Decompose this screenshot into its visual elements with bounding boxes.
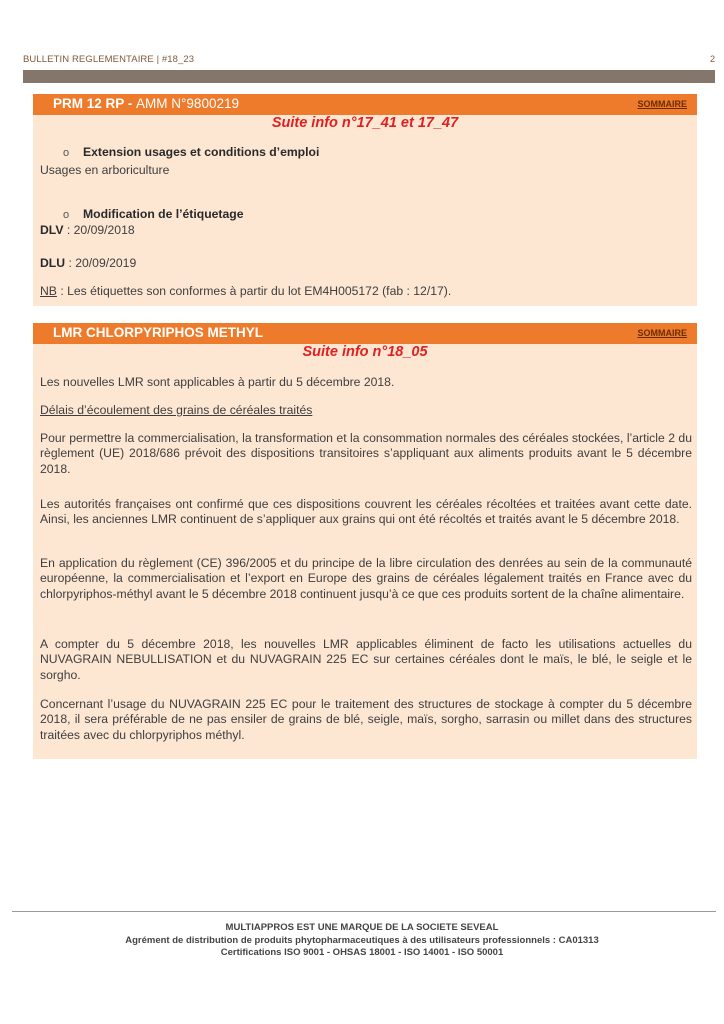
section-title-amm: AMM N°9800219 xyxy=(136,96,239,111)
bullet-label: Modification de l’étiquetage xyxy=(83,207,244,221)
sommaire-link[interactable]: SOMMAIRE xyxy=(637,328,687,338)
section-header xyxy=(33,94,697,115)
bullet-etiquetage xyxy=(63,207,243,221)
bullet-extension xyxy=(63,145,319,159)
paragraph-4: A compter du 5 décembre 2018, les nouvelles LMR applicables éliminent de facto les utilisations actuelles du NUVAGRAIN NEBULLISATION et du NUVAGRAIN 225 EC sur certaines céréales dont le maïs, le blé, le seigle et le sorgho. xyxy=(40,637,692,682)
paragraph-3: En application du règlement (CE) 396/2005 et du principe de la libre circulation des denrées au sein de la communauté européenne, la commercialisation et l’export en Europe des grains de céréales légalement traités en France avec du chlorpyriphos-méthyl avant le 5 décembre 2018 continuent jusqu’à ce que ces produits sortent de la chaîne alimentaire. xyxy=(40,556,692,601)
page-footer xyxy=(0,922,724,960)
section-prm12rp xyxy=(33,94,697,306)
section-title: LMR CHLORPYRIPHOS METHYL xyxy=(53,325,264,340)
usages-text: Usages en arboriculture xyxy=(40,163,170,177)
section-lmr-chlorpyriphos xyxy=(33,323,697,759)
paragraph-2: Les autorités françaises ont confirmé que ces dispositions couvrent les céréales récoltées et traitées avant cette date. Ainsi, les anciennes LMR continuent de s’appliquer aux grains qui ont été récoltés et traités avant le 5 décembre 2018. xyxy=(40,497,692,527)
circle-bullet-icon: o xyxy=(63,209,70,221)
dlu-label: DLU xyxy=(40,256,66,270)
page-number: 2 xyxy=(709,54,715,64)
suite-info: Suite info n°18_05 xyxy=(302,344,428,360)
nb-line xyxy=(40,284,451,298)
footer-agrement: Agrément de distribution de produits phytopharmaceutiques à des utilisateurs professionnels : CA01313 xyxy=(125,934,599,946)
subheading: Délais d’écoulement des grains de céréales traités xyxy=(40,403,313,417)
nb-label: NB xyxy=(40,284,57,298)
page-header xyxy=(23,54,715,68)
footer-divider xyxy=(12,911,716,912)
header-bar xyxy=(23,70,715,83)
section-title xyxy=(53,96,239,111)
dlv-value: : 20/09/2018 xyxy=(63,223,135,237)
suite-info: Suite info n°17_41 et 17_47 xyxy=(271,115,459,131)
footer-certifications: Certifications ISO 9001 - OHSAS 18001 - ISO 14001 - ISO 50001 xyxy=(220,947,504,958)
paragraph-1: Pour permettre la commercialisation, la transformation et la consommation normales des céréales stockées, l’article 2 du règlement (UE) 2018/686 prévoit des dispositions transitoires s’appliquant aux aliments produits avant le 5 décembre 2018. xyxy=(40,431,692,476)
paragraph-5: Concernant l’usage du NUVAGRAIN 225 EC pour le traitement des structures de stockage à compter du 5 décembre 2018, il sera préférable de ne pas ensiler de grains de blé, seigle, maïs, sorgho, sarrasin ou millet dans des structures traitées avec du chlorpyriphos méthyl. xyxy=(40,697,692,742)
sommaire-link[interactable]: SOMMAIRE xyxy=(637,99,687,109)
dlv-line xyxy=(40,223,135,237)
footer-brand: MULTIAPPROS EST UNE MARQUE DE LA SOCIETE SEVEAL xyxy=(225,922,499,933)
intro-text: Les nouvelles LMR sont applicables à partir du 5 décembre 2018. xyxy=(40,375,395,389)
section-title-product: PRM 12 RP - xyxy=(53,96,137,111)
dlv-label: DLV xyxy=(40,223,64,237)
circle-bullet-icon: o xyxy=(63,147,70,159)
dlu-value: : 20/09/2019 xyxy=(65,256,137,270)
nb-value: : Les étiquettes son conformes à partir du lot EM4H005172 (fab : 12/17). xyxy=(56,284,452,298)
bullet-label: Extension usages et conditions d’emploi xyxy=(83,145,320,159)
section-header xyxy=(33,323,697,344)
dlu-line xyxy=(40,256,136,270)
bulletin-title: BULLETIN REGLEMENTAIRE | #18_23 xyxy=(23,54,195,65)
